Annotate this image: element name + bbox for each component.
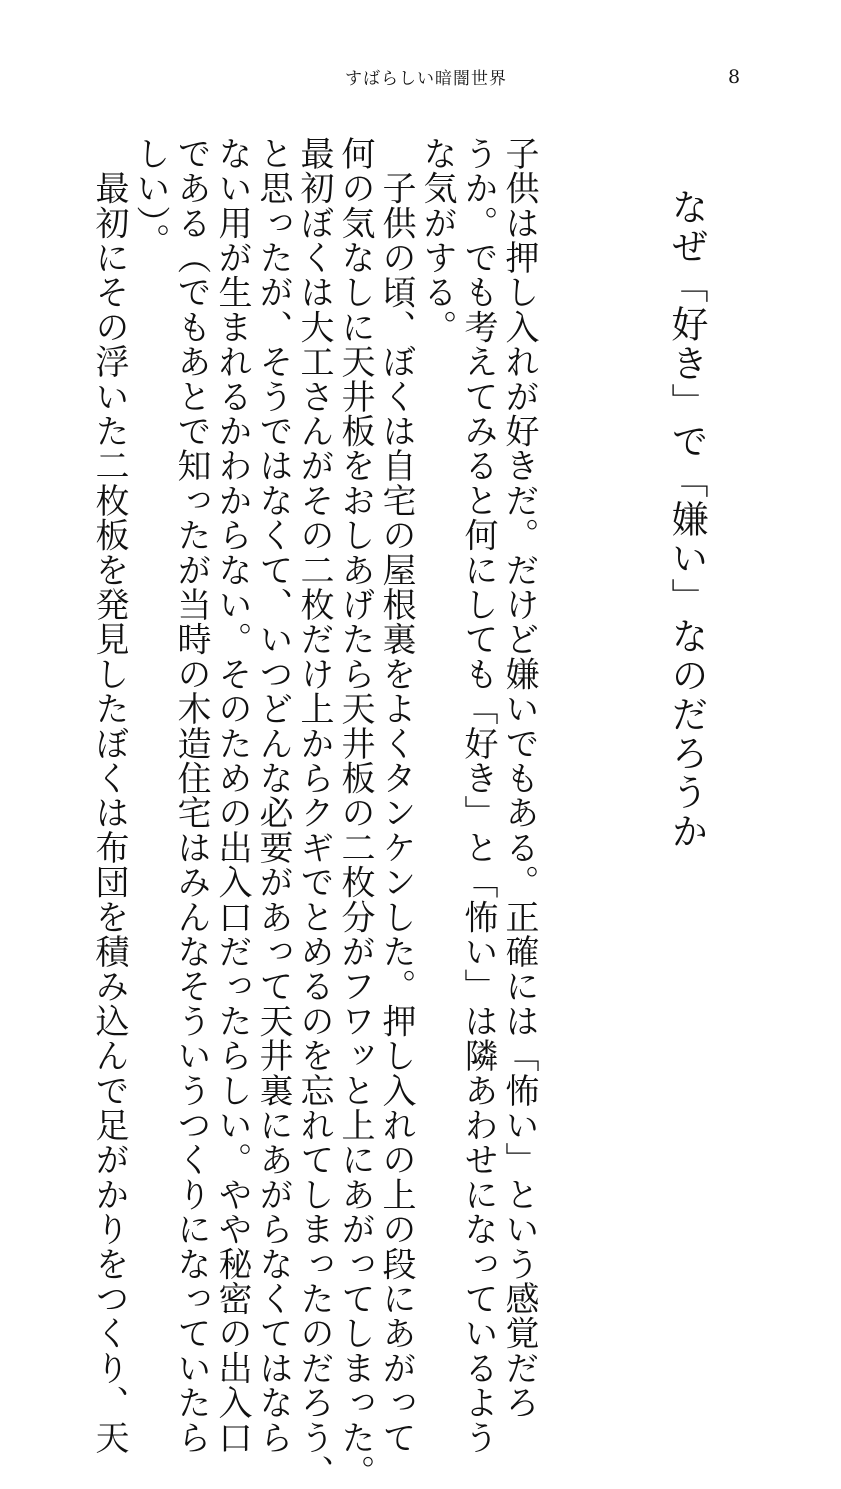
text-line: 何の気なしに天井板をおしあげたら天井板の二枚分がフワッと上にあがってしまった。 (335, 136, 375, 1489)
text-line: ない用が生まれるかわからない。そのための出入口だったらしい。やや秘密の出入口 (212, 136, 252, 1455)
running-header: すばらしい暗闇世界 (345, 69, 507, 89)
text-line: 子供の頃、ぼくは自宅の屋根裏をよくタンケンした。押し入れの上の段にあがって (376, 136, 416, 1455)
text-line: 最初ぼくは大工さんがその二枚だけ上からクギでとめるのを忘れてしまったのだろう、 (294, 136, 334, 1489)
text-line: うか。でも考えてみると何にしても「好き」と「怖い」は隣あわせになっているよう (458, 136, 498, 1455)
page-number: 8 (728, 66, 741, 88)
text-line: と思ったが、そうではなくて、いつどんな必要があって天井裏にあがらなくてはなら (253, 136, 293, 1455)
text-line: 最初にその浮いた二枚板を発見したぼくは布団を積み込んで足がかりをつくり、天 (89, 136, 129, 1455)
body-text (88, 136, 539, 1489)
text-line: 子供は押し入れが好きだ。だけど嫌いでもある。正確には「怖い」という感覚だろ (499, 136, 539, 1420)
section-heading: なぜ「好き」で「嫌い」なのだろうか (665, 188, 708, 851)
text-line: しい）。 (130, 136, 170, 258)
text-line: な気がする。 (417, 136, 457, 345)
text-line: である（でもあとで知ったが当時の木造住宅はみんなそういうつくりになっていたら (171, 136, 211, 1455)
